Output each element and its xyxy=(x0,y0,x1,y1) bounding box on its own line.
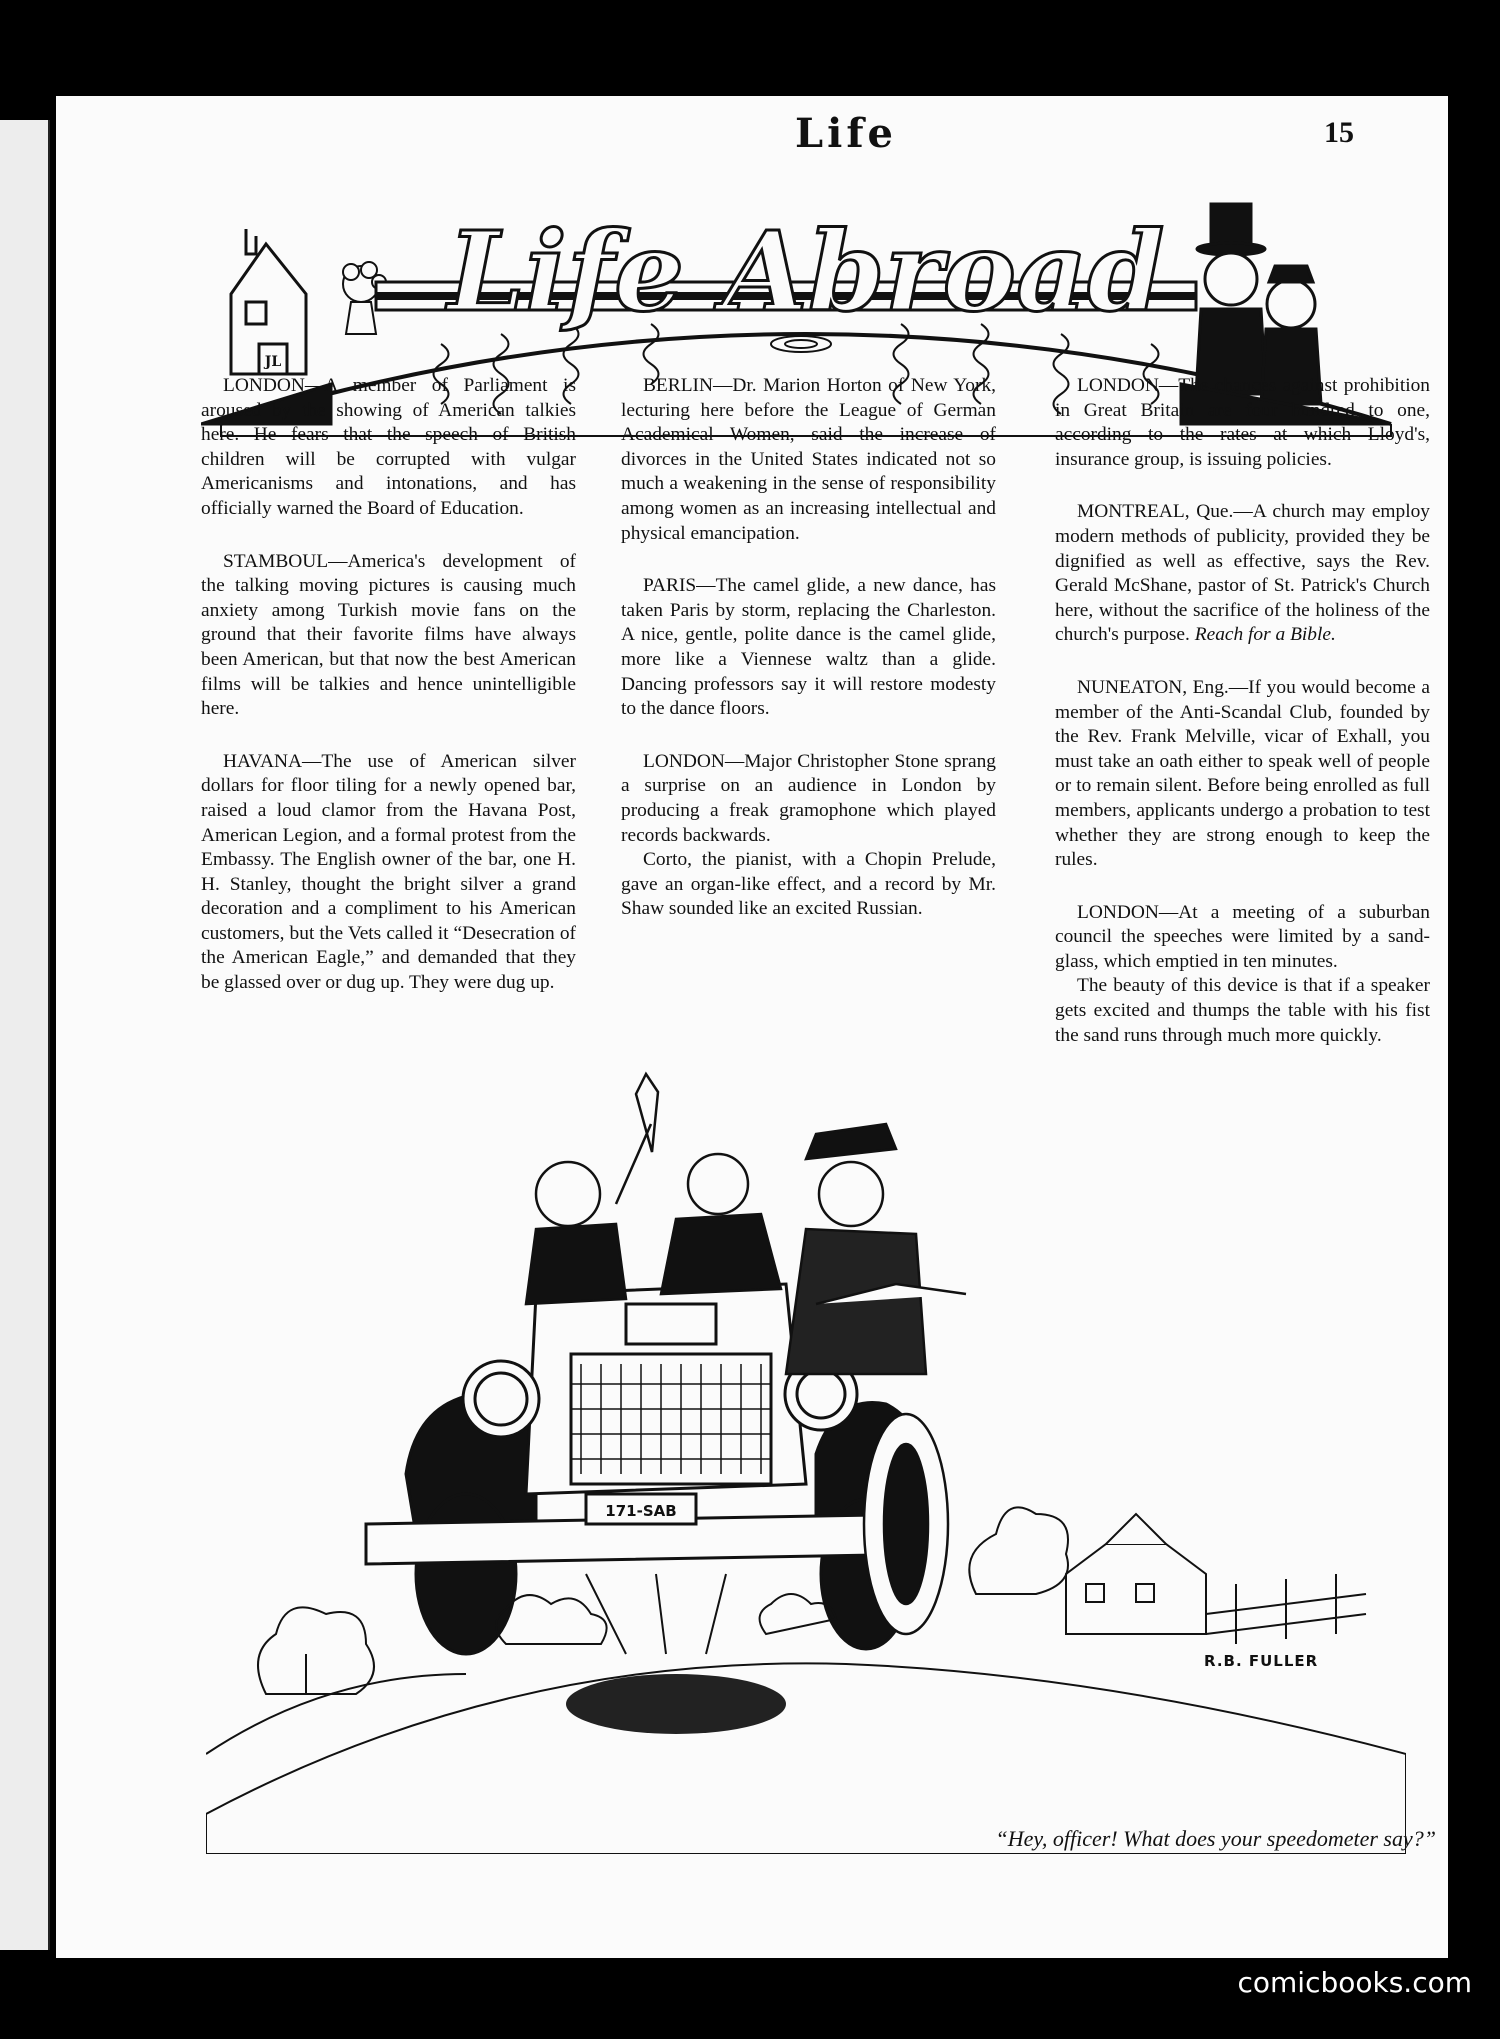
article-berlin: BERLIN—Dr. Marion Horton of New York, lecturing here before the League of German Academical Women, said the increase of divorces in the United States indicated not so much a weakening in the sense of responsibility among women as an increasing intellectual and physical emancipation. xyxy=(621,375,996,544)
page-number: 15 xyxy=(1324,116,1354,149)
article-london-sandglass: LONDON—At a meeting of a suburban council the speeches were limited by a sand-glass, which emptied in ten minutes. xyxy=(1055,901,1430,972)
article-london-talkies: LONDON—A member of Parliament is aroused by the showing of American talkies here. He fears that the speech of British children will be corrupted with vulgar Americanisms and intonations, and has officially warned the Board of Education. xyxy=(201,375,576,519)
column-1 xyxy=(201,374,576,996)
cartoon-caption: “Hey, officer! What does your speedometer say?” xyxy=(995,1826,1436,1851)
article-london-sandglass-cont: The beauty of this device is that if a speaker gets excited and thumps the table with his fist the sand runs through much more quickly. xyxy=(1055,975,1430,1046)
article-montreal-text: MONTREAL, Que.—A church may employ modern methods of publicity, provided they be dignified as well as effective, says the Rev. Gerald McShane, pastor of St. Patrick's Church here, without the sacrifice of the holiness of the church's purpose. xyxy=(1055,501,1430,646)
article-london-gramophone: LONDON—Major Christopher Stone sprang a surprise on an audience in London by producing a freak gramophone which played records backwards. xyxy=(621,750,996,846)
banner-title: Life Abroad xyxy=(447,207,1165,336)
masthead: Life xyxy=(795,110,897,157)
article-montreal xyxy=(1055,500,1430,648)
article-nuneaton: NUNEATON, Eng.—If you would become a member of the Anti-Scandal Club, founded by the Rev. Frank Melville, vicar of Exhall, you must take an oath either to speak well of people or to remain silent. Before being enrolled as full members, applicants undergo a probation to test whether they are strong enough to keep the rules. xyxy=(1055,676,1430,871)
article-montreal-quip: Reach for a Bible. xyxy=(1194,624,1336,646)
article-havana: HAVANA—The use of American silver dollars for floor tiling for a newly opened bar, raised a loud clamor from the Havana Post, American Legion, and a formal protest from the Embassy. The English owner of the bar, one H. H. Stanley, thought the bright silver a grand decoration and a compliment to his American customers, but the Vets called it “Desecration of the American Eagle,” and demanded that they be glassed over or dug up. They were dug up. xyxy=(201,750,576,994)
article-london-prohibition: LONDON—The chances against prohibition in Great Britain are four hundred to one, according to the rates at which Lloyd's, insurance group, is issuing policies. xyxy=(1055,375,1430,470)
artist-signature: R.B. FULLER xyxy=(1204,1652,1319,1670)
cartoon-illustration xyxy=(206,1054,1406,1854)
column-3 xyxy=(1055,374,1430,1048)
license-plate: 171-SAB xyxy=(605,1502,677,1520)
adjacent-page-edge xyxy=(0,120,50,1950)
house-sign: JL xyxy=(264,354,282,370)
article-london-gramophone-cont: Corto, the pianist, with a Chopin Prelude, gave an organ-like effect, and a record by Mr. Shaw sounded like an excited Russian. xyxy=(621,849,996,920)
article-stamboul: STAMBOUL—America's development of the talking moving pictures is causing much anxiety among Turkish movie fans on the ground that their favorite films have always been American, but that now the best American films will be talkies and hence unintelligible here. xyxy=(201,550,576,720)
site-watermark: comicbooks.com xyxy=(1237,1966,1472,1999)
column-2 xyxy=(621,374,996,922)
article-paris: PARIS—The camel glide, a new dance, has taken Paris by storm, replacing the Charleston. A nice, gentle, polite dance is the camel glide, more like a Viennese waltz than a glide. Dancing professors say it will restore modesty to the dance floors. xyxy=(621,575,996,720)
magazine-page xyxy=(56,96,1448,1958)
cartoon-drawing xyxy=(206,1054,1406,1854)
